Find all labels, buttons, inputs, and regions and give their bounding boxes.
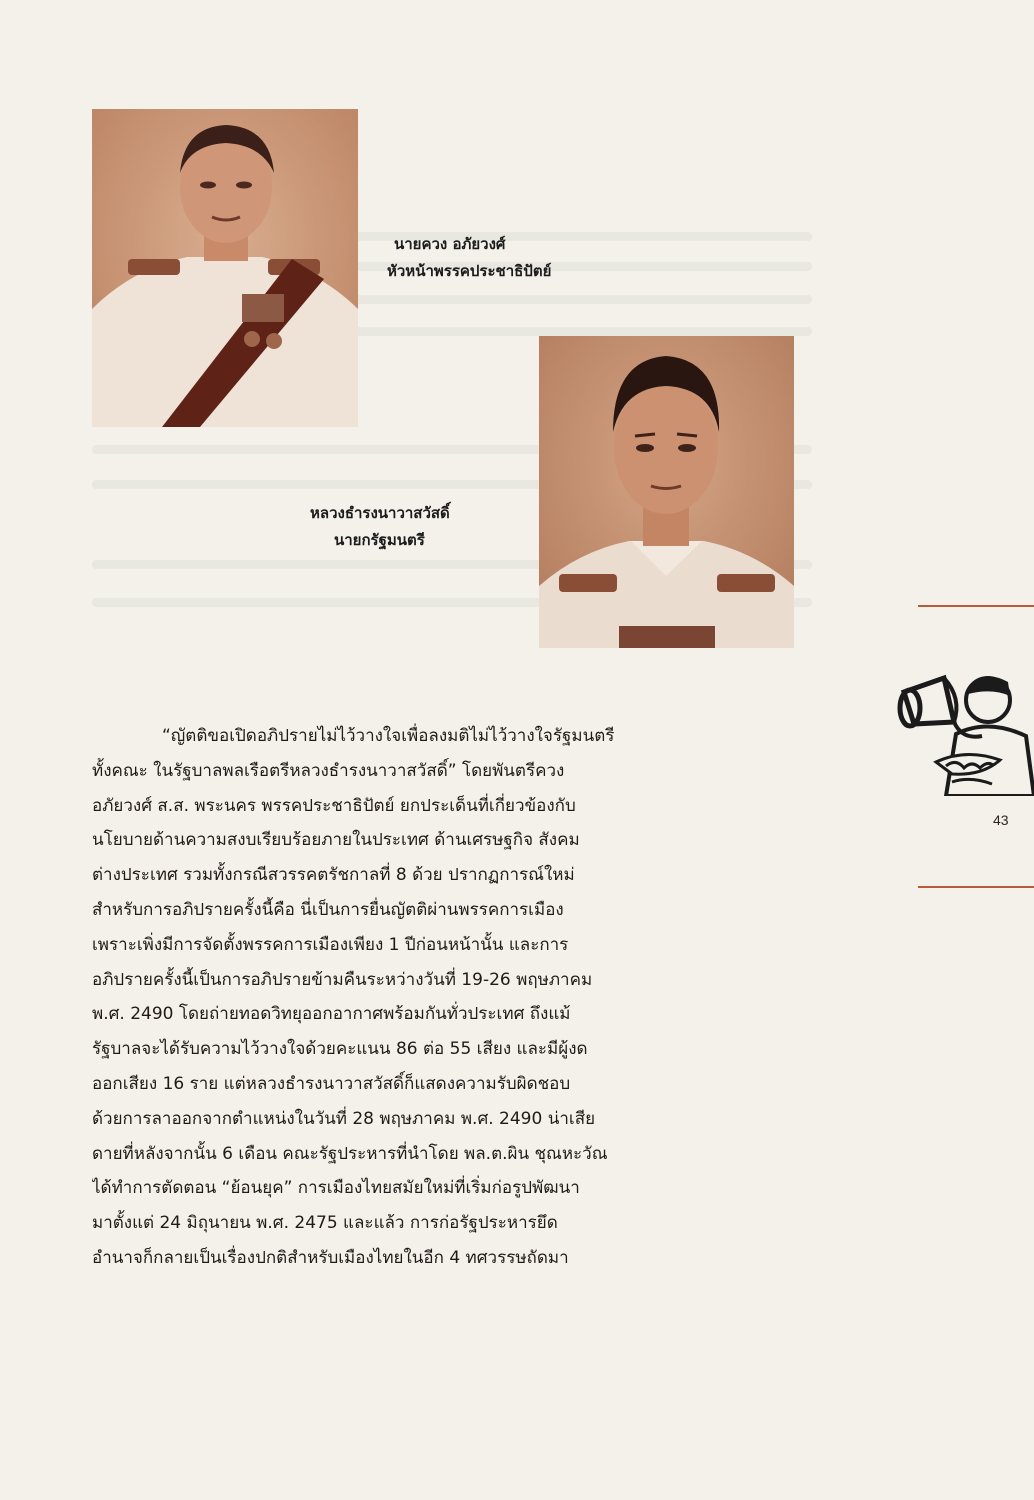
text-line: อภัยวงศ์ ส.ส. พระนคร พรรคประชาธิปัตย์ ยกประเด็นที่เกี่ยวข้องกับ <box>92 795 576 816</box>
body-paragraph <box>92 719 814 1276</box>
text-line: ทั้งคณะ ในรัฐบาลพลเรือตรีหลวงธำรงนาวาสวัสดิ์” โดยพันตรีควง <box>92 760 565 781</box>
text-line: นโยบายด้านความสงบเรียบร้อยภายในประเทศ ด้านเศรษฐกิจ สังคม <box>92 830 580 851</box>
text-line: รัฐบาลจะได้รับความไว้วางใจด้วยคะแนน 86 ต่อ 55 เสียง และมีผู้งด <box>92 1039 588 1060</box>
photo-caption-khuang <box>372 231 551 285</box>
text-line: เพราะเพิ่งมีการจัดตั้งพรรคการเมืองเพียง 1 ปีก่อนหน้านั้น และการ <box>92 934 569 955</box>
margin-rule-top <box>918 605 1034 607</box>
portrait-photo-thamrong <box>539 336 794 648</box>
margin-rule-bottom <box>918 886 1034 888</box>
text-line: พ.ศ. 2490 โดยถ่ายทอดวิทยุออกอากาศพร้อมกันทั่วประเทศ ถึงแม้ <box>92 1004 571 1025</box>
text-line: “ญัตติขอเปิดอภิปรายไม่ไว้วางใจเพื่อลงมติไม่ไว้วางใจรัฐมนตรี <box>162 726 615 746</box>
text-line: มาตั้งแต่ 24 มิถุนายน พ.ศ. 2475 และแล้ว การก่อรัฐประหารยึด <box>92 1213 558 1234</box>
text-line: ดายที่หลังจากนั้น 6 เดือน คณะรัฐประหารที่นำโดย พล.ต.ผิน ชุณหะวัณ <box>92 1143 608 1164</box>
text-line: ต่างประเทศ รวมทั้งกรณีสวรรคตรัชกาลที่ 8 ด้วย ปรากฏการณ์ใหม่ <box>92 865 575 886</box>
photo-caption-thamrong <box>310 500 450 554</box>
caption-name: หลวงธำรงนาวาสวัสดิ์ <box>310 504 450 522</box>
caption-title: หัวหน้าพรรคประชาธิปัตย์ <box>387 262 552 280</box>
text-line: ด้วยการลาออกจากตำแหน่งในวันที่ 28 พฤษภาคม พ.ศ. 2490 น่าเสีย <box>92 1108 596 1129</box>
text-line: ออกเสียง 16 ราย แต่หลวงธำรงนาวาสวัสดิ์ก็แสดงความรับผิดชอบ <box>92 1073 571 1094</box>
text-line: อภิปรายครั้งนี้เป็นการอภิปรายข้ามคืนระหว่างวันที่ 19-26 พฤษภาคม <box>92 969 593 990</box>
megaphone-man-logo-icon <box>896 664 1034 796</box>
text-line: ได้ทำการตัดตอน “ย้อนยุค” การเมืองไทยสมัยใหม่ที่เริ่มก่อรูปพัฒนา <box>92 1178 580 1199</box>
text-line: อำนาจก็กลายเป็นเรื่องปกติสำหรับเมืองไทยในอีก 4 ทศวรรษถัดมา <box>92 1247 569 1268</box>
portrait-photo-icon <box>539 336 794 648</box>
page-number: 43 <box>993 812 1009 828</box>
caption-name: นายควง อภัยวงศ์ <box>394 235 506 253</box>
caption-title: นายกรัฐมนตรี <box>334 531 425 549</box>
text-line: สำหรับการอภิปรายครั้งนี้คือ นี่เป็นการยื่นญัตติผ่านพรรคการเมือง <box>92 899 564 920</box>
portrait-photo-icon <box>92 109 358 427</box>
portrait-photo-khuang <box>92 109 358 427</box>
